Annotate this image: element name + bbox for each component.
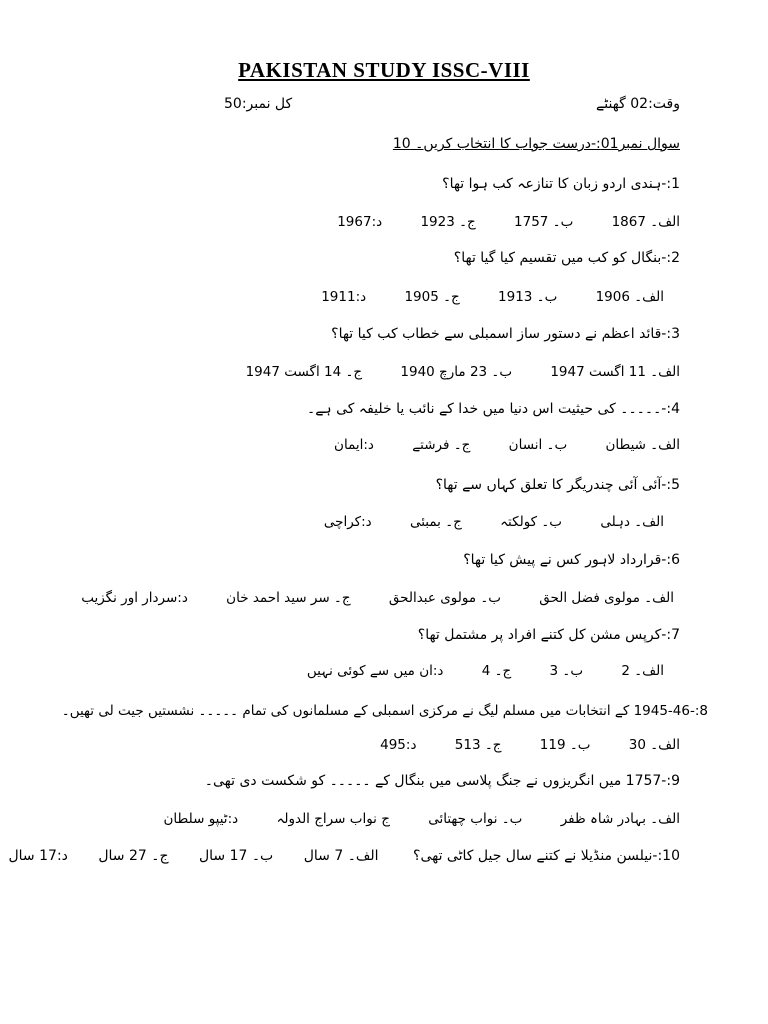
question-3: 3:-قائد اعظم نے دستور ساز اسمبلی سے خطاب کب کیا تھا؟ [331,326,680,342]
question-8: 8:-1945-46 کے انتخابات میں مسلم لیگ نے مرکزی اسمبلی کے مسلمانوں کی تمام ۔۔۔۔۔ نشستیں جیت لی تھیں۔ [61,703,708,719]
option-d: د:1911 [321,289,367,305]
option-a: الف۔ 1867 [611,214,680,230]
option-a: الف۔ 1906 [595,289,664,305]
option-c: ج۔ 14 اگست 1947 [245,364,363,380]
question-1-options [337,214,680,230]
option-a: الف۔ 30 [628,737,680,753]
section-instruction: سوال نمبر01:-درست جواب کا انتخاب کریں۔ 10 [392,136,680,152]
exam-duration: وقت:02 گھنٹے [596,96,680,112]
option-c: ج۔ بمبئی [409,514,462,530]
question-10-row [0,848,680,864]
question-4-options [334,437,680,453]
option-c: ج۔ 4 [481,663,512,679]
option-b: ب۔ 17 سال [198,848,274,864]
option-a: الف۔ بہادر شاہ ظفر [560,811,680,827]
question-6: 6:-قرارداد لاہور کس نے پیش کیا تھا؟ [463,552,680,568]
option-b: ب۔ نواب چھتائی [428,811,523,827]
option-b: ب۔ 23 مارچ 1940 [400,364,513,380]
option-c: ج۔ فرشتے [412,437,471,453]
question-9: 9:-1757 میں انگریزوں نے جنگ پلاسی میں بنگال کے ۔۔۔۔۔ کو شکست دی تھی۔ [204,773,680,789]
question-10: 10:-نیلسن منڈیلا نے کتنے سال جیل کاٹی تھی؟ [413,848,680,864]
option-c: ج۔ 513 [454,737,502,753]
option-c: ج۔ 27 سال [98,848,169,864]
question-3-options [246,364,680,380]
total-marks: کل نمبر:50 [224,96,293,112]
option-a: الف۔ شیطان [605,437,680,453]
option-d: د:سردار اور نگزیب [81,590,188,606]
question-7-options [307,663,664,679]
option-b: ب۔ کولکتہ [500,514,563,530]
option-b: ب۔ 3 [549,663,584,679]
question-5-options [324,514,664,530]
option-d: د:495 [380,737,417,753]
option-c: ج۔ 1923 [420,214,476,230]
option-c: ج۔ سر سید احمد خان [226,590,351,606]
question-8-options [380,737,680,753]
question-2-options [321,289,664,305]
question-1: 1:-ہندی اردو زبان کا تنازعہ کب ہوا تھا؟ [442,176,680,192]
option-c: ج۔ 1905 [404,289,460,305]
option-a: الف۔ 7 سال [303,848,379,864]
page-title: PAKISTAN STUDY ISSC-VIII [238,58,530,82]
option-d: د:ایمان [334,437,374,453]
option-c: ج نواب سراج الدولہ [276,811,390,827]
option-a: الف۔ دہلی [600,514,664,530]
option-d: د:ٹیپو سلطان [163,811,239,827]
option-d: د:ان میں سے کوئی نہیں [306,663,444,679]
option-a: الف۔ مولوی فضل الحق [539,590,674,606]
question-5: 5:-آئی آئی چندریگر کا تعلق کہاں سے تھا؟ [435,477,680,493]
question-7: 7:-کرپس مشن کل کتنے افراد پر مشتمل تھا؟ [417,627,680,643]
option-a: الف۔ 11 اگست 1947 [550,364,680,380]
question-4: 4:-۔۔۔۔۔ کی حیثیت اس دنیا میں خدا کے نائب یا خلیفہ کی ہے۔ [307,401,680,417]
question-2: 2:-بنگال کو کب میں تقسیم کیا گیا تھا؟ [453,250,680,266]
option-b: ب۔ انسان [508,437,568,453]
option-a: الف۔ 2 [621,663,664,679]
option-d: د:1967 [337,214,383,230]
option-d: د:کراچی [323,514,372,530]
question-9-options [164,811,680,827]
option-b: ب۔ 1913 [498,289,558,305]
option-b: ب۔ 1757 [514,214,574,230]
option-d: د:17 سال [8,848,68,864]
option-b: ب۔ 119 [539,737,591,753]
option-b: ب۔ مولوی عبدالحق [388,590,501,606]
question-6-options [81,590,674,606]
